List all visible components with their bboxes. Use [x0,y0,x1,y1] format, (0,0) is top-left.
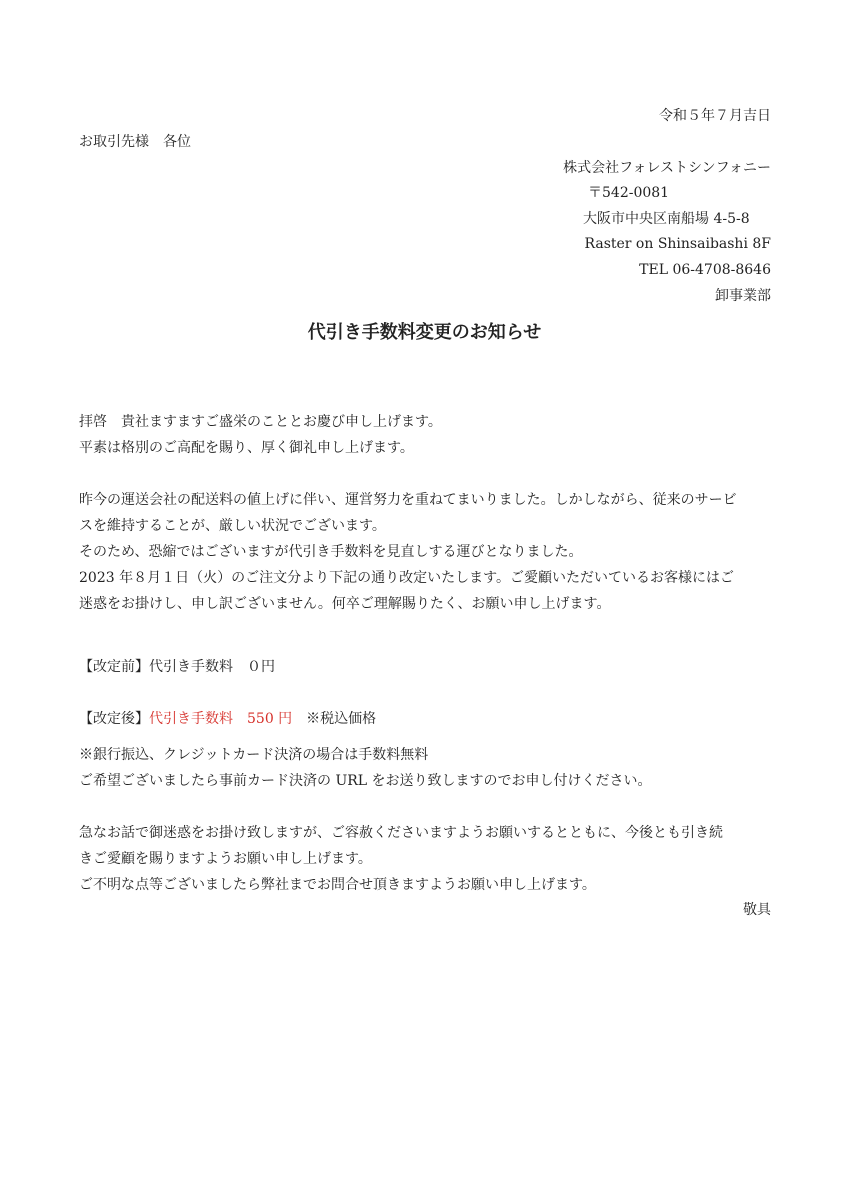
paragraph-line-1: 昨今の運送会社の配送料の値上げに伴い、運営努力を重ねてまいりました。しかしながら、従来のサービ [79,492,737,508]
document-title: 代引き手数料変更のお知らせ [307,322,542,343]
paragraph-line-4: 2023 年８月１日（火）のご注文分より下記の通り改定いたします。ご愛顧いただいているお客様にはご [79,570,734,586]
fee-before-label: 【改定前】 [79,659,149,675]
fee-before-row [79,658,275,676]
greeting-line-1: 拝啓 貴社ますますご盛栄のこととお慶び申し上げます。 [79,414,442,430]
document-date: 令和５年７月吉日 [659,108,771,124]
fee-before-value: 代引き手数料 ０円 [149,659,275,675]
sender-address: 大阪市中央区南船場 4-5-8 [583,211,750,227]
tax-included-note: ※税込価格 [292,711,377,727]
greeting-line-2: 平素は格別のご高配を賜り、厚く御礼申し上げます。 [79,440,414,456]
closing-line-3: ご不明な点等ございましたら弊社までお問合せ頂きますようお願い申し上げます。 [79,877,596,893]
fee-after-label: 【改定後】 [79,711,149,727]
closing-line-1: 急なお話で御迷惑をお掛け致しますが、ご容赦くださいますようお願いするとともに、今後とも引き続 [79,825,723,841]
fee-after-row [79,710,376,728]
closing-line-2: きご愛顧を賜りますようお願い申し上げます。 [79,851,372,867]
addressee: お取引先様 各位 [79,134,191,150]
card-payment-note: ご希望ございましたら事前カード決済の URL をお送り致しますのでお申し付けください。 [79,773,652,789]
sender-company: 株式会社フォレストシンフォニー [563,160,771,176]
fee-waiver-note: ※銀行振込、クレジットカード決済の場合は手数料無料 [79,747,429,763]
paragraph-line-5: 迷惑をお掛けし、申し訳ございません。何卒ご理解賜りたく、お願い申し上げます。 [79,596,611,612]
paragraph-line-2: スを維持することが、厳しい状況でございます。 [79,518,386,534]
sender-tel: TEL 06-4708-8646 [639,262,771,278]
sender-department: 卸事業部 [715,288,771,304]
sign-off: 敬具 [743,902,771,918]
sender-building: Raster on Shinsaibashi 8F [584,236,771,252]
paragraph-line-3: そのため、恐縮ではございますが代引き手数料を見直しする運びとなりました。 [79,544,583,560]
sender-postal-code: 〒542-0081 [588,185,670,201]
fee-after-value: 代引き手数料 550 円 [149,711,293,727]
